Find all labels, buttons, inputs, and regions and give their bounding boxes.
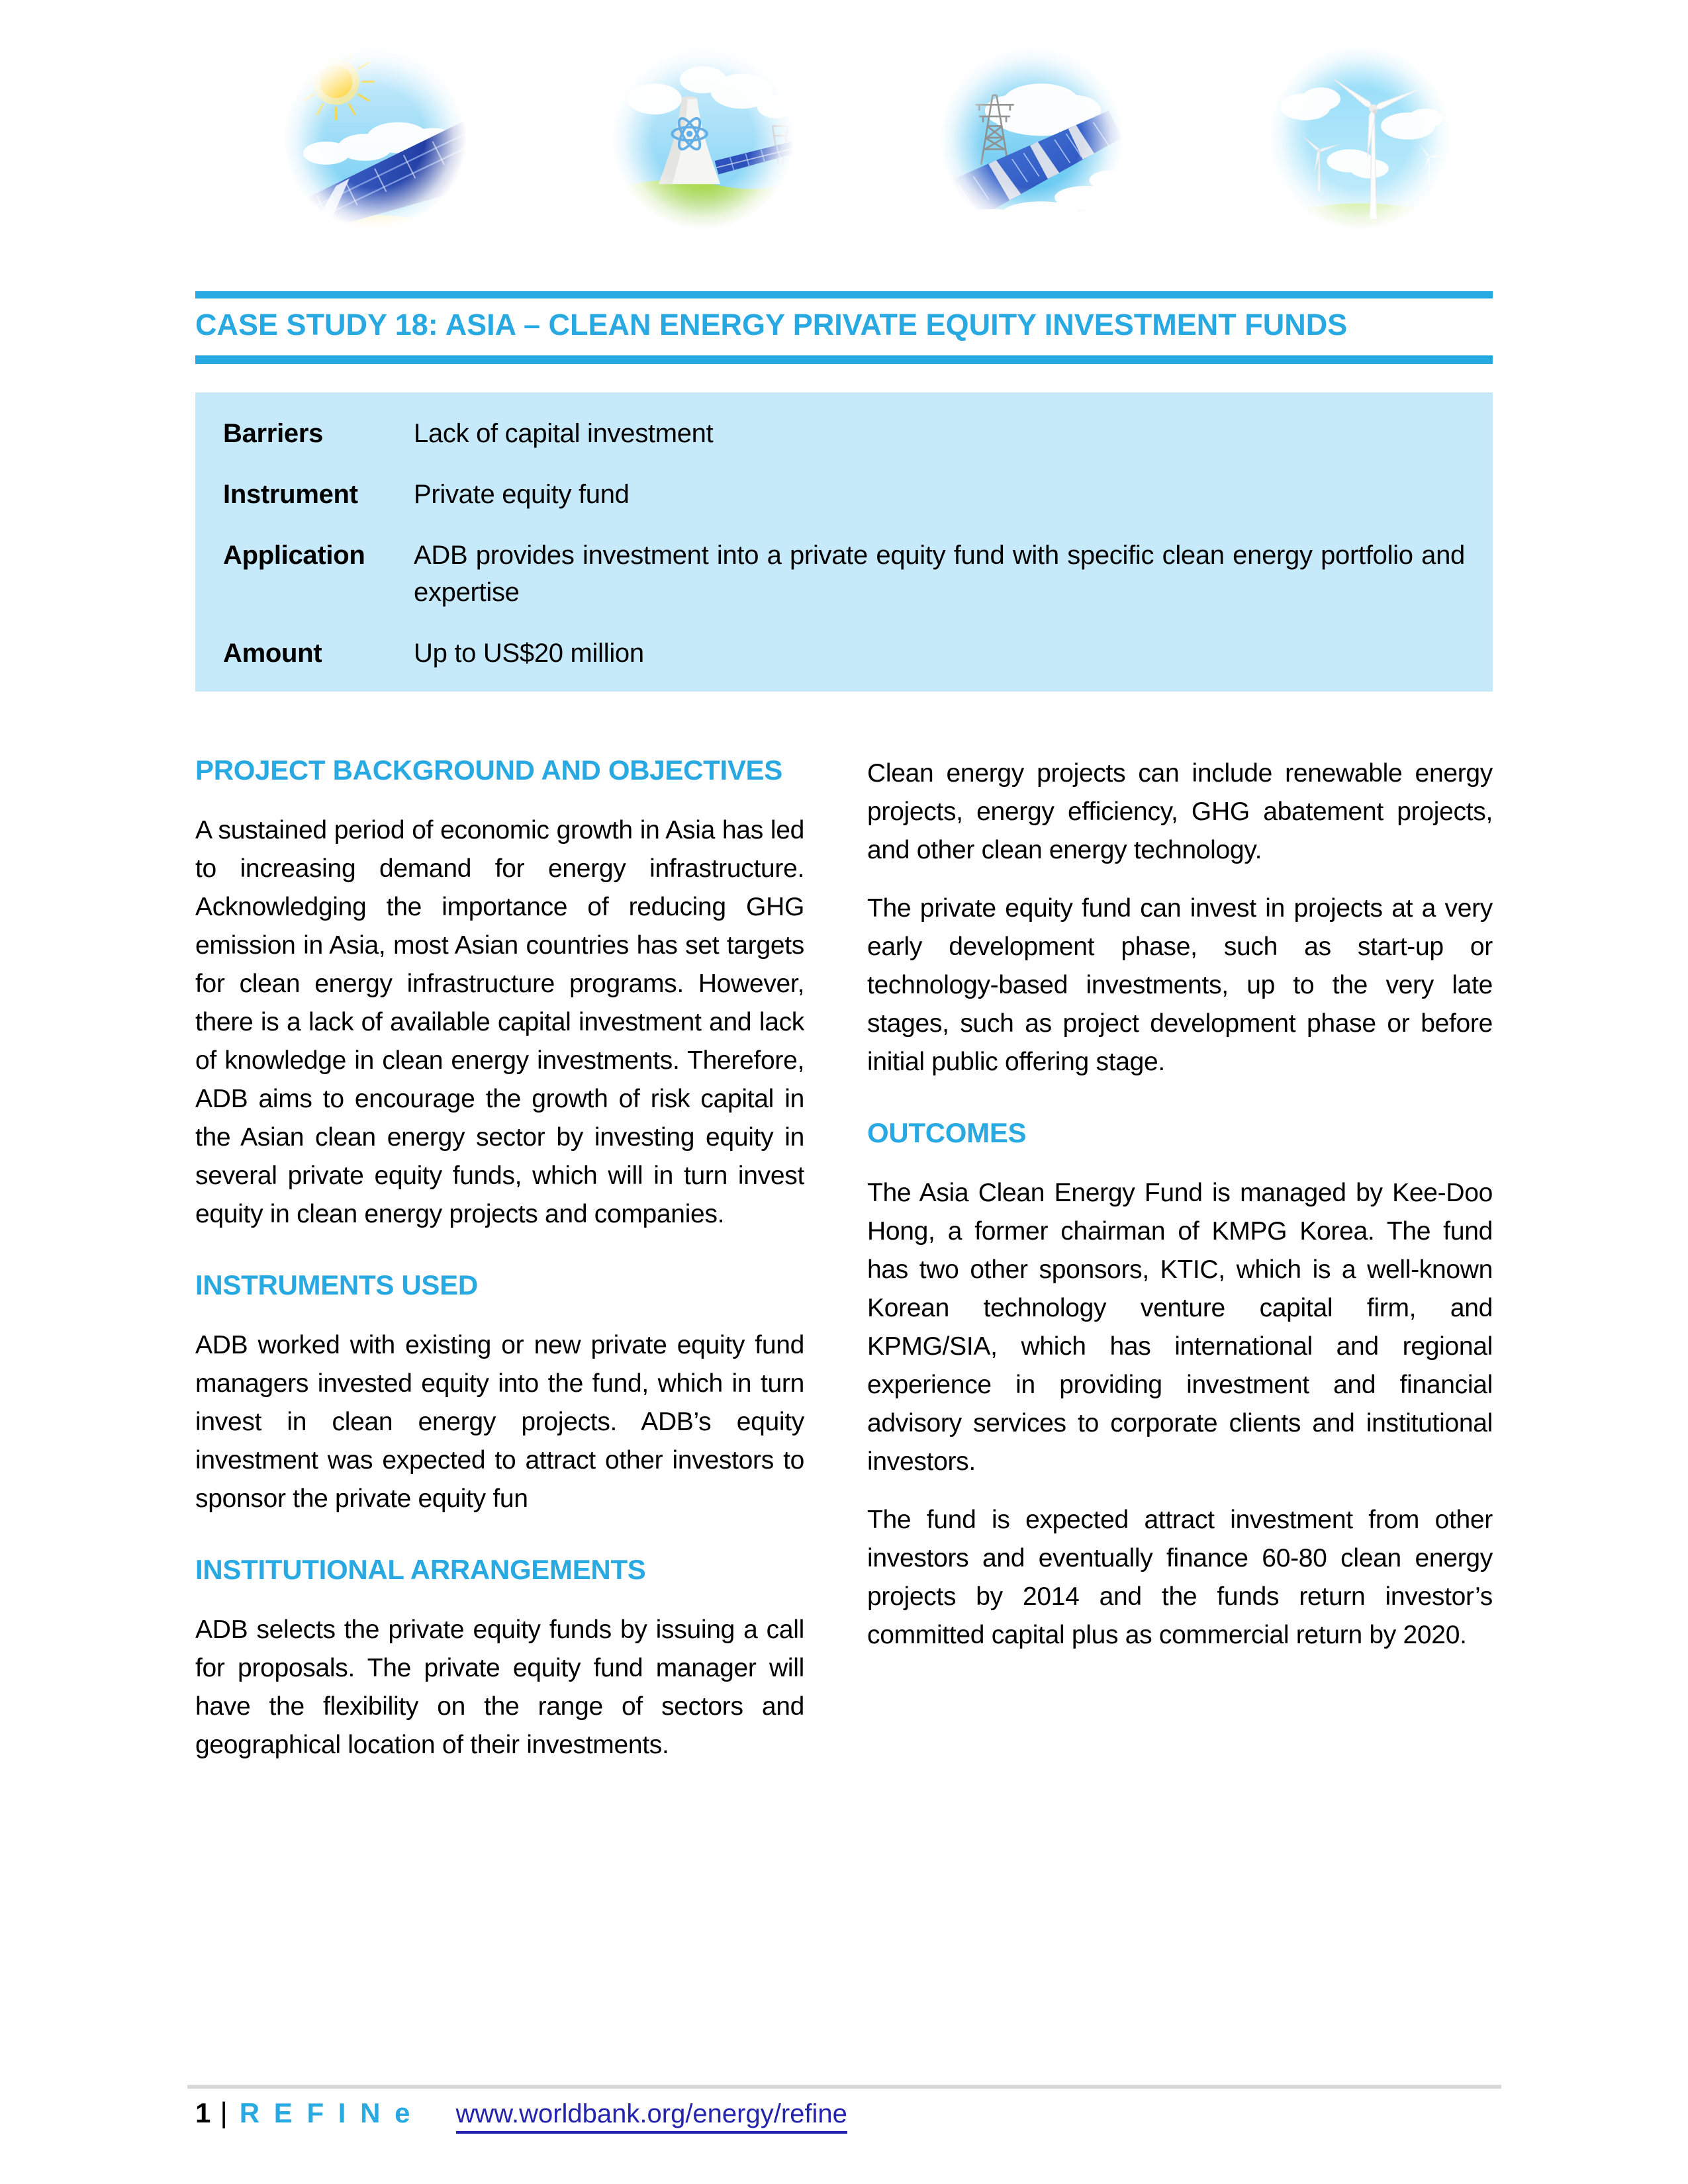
section-heading-instruments-used: INSTRUMENTS USED bbox=[195, 1269, 478, 1300]
table-row bbox=[223, 635, 1465, 672]
paragraph: ADB selects the private equity funds by issuing a call for proposals. The private equity fund manager will have the flexibility on the range of sectors and geographical location of their investments. bbox=[195, 1615, 804, 1759]
footer-divider-rule bbox=[187, 2085, 1501, 2089]
header-images bbox=[278, 41, 1456, 234]
row-label: Application bbox=[223, 541, 365, 570]
hydro-dam-icon bbox=[935, 41, 1128, 234]
footer-separator: | bbox=[220, 2097, 228, 2129]
row-value: Lack of capital investment bbox=[414, 419, 714, 448]
body-columns bbox=[195, 754, 1493, 1784]
row-value: ADB provides investment into a private equity fund with specific clean energy portfolio and expertise bbox=[414, 541, 1465, 607]
summary-table bbox=[195, 392, 1493, 692]
nuclear-plant-icon bbox=[606, 41, 800, 234]
table-row bbox=[223, 537, 1465, 611]
row-value: Private equity fund bbox=[414, 480, 630, 509]
vignette-fade bbox=[606, 41, 800, 234]
vignette-fade bbox=[1263, 41, 1456, 234]
row-value: Up to US$20 million bbox=[414, 639, 644, 668]
page-number: 1 bbox=[195, 2097, 211, 2128]
footer bbox=[195, 2097, 847, 2134]
paragraph: A sustained period of economic growth in Asia has led to increasing demand for energy infrastructure. Acknowledging the importance of reducing GHG emission in Asia, most Asian countries has set targets for clean energy infrastructure programs. However, there is a lack of available capital investment and lack of knowledge in clean energy investments. Therefore, ADB aims to encourage the growth of risk capital in the Asian clean energy sector by investing equity in several private equity funds, which will in turn invest equity in clean energy projects and companies. bbox=[195, 816, 804, 1228]
row-label: Barriers bbox=[223, 419, 324, 448]
page-title: CASE STUDY 18: ASIA – CLEAN ENERGY PRIVATE EQUITY INVESTMENT FUNDS bbox=[195, 308, 1348, 341]
row-label: Amount bbox=[223, 639, 322, 668]
section-heading-project-background: PROJECT BACKGROUND AND OBJECTIVES bbox=[195, 754, 782, 786]
refine-brand: R E F I N e bbox=[239, 2097, 414, 2128]
paragraph: The Asia Clean Energy Fund is managed by Kee-Doo Hong, a former chairman of KMPG Korea. The fund has two other sponsors, KTIC, which is a well-known Korean technology venture capital firm, and KPMG/SIA, which has international and regional experience in providing investment and financial advisory services to corporate clients and institutional investors. bbox=[867, 1179, 1493, 1476]
paragraph: The private equity fund can invest in projects at a very early development phase, such as start-up or technology-based investments, up to the very late stages, such as project development phase or before initial public offering stage. bbox=[867, 894, 1493, 1076]
refine-url-link[interactable]: www.worldbank.org/energy/refine bbox=[456, 2099, 847, 2134]
vignette-fade bbox=[278, 41, 471, 234]
solar-panels-icon bbox=[278, 41, 471, 234]
paragraph: ADB worked with existing or new private equity fund managers invested equity into the fund, which in turn invest in clean energy projects. ADB’s equity investment was expected to attract other investors to sponsor the private equity fun bbox=[195, 1331, 804, 1513]
right-column bbox=[867, 754, 1493, 1784]
wind-turbines-icon bbox=[1263, 41, 1456, 234]
table-row bbox=[223, 415, 1465, 452]
paragraph: The fund is expected attract investment from other investors and eventually finance 60-80 clean energy projects by 2014 and the funds return investor’s committed capital plus as commercial return by 2020. bbox=[867, 1506, 1493, 1649]
section-heading-institutional-arrangements: INSTITUTIONAL ARRANGEMENTS bbox=[195, 1554, 646, 1585]
left-column bbox=[195, 754, 804, 1784]
row-label: Instrument bbox=[223, 480, 358, 509]
section-heading-outcomes: OUTCOMES bbox=[867, 1117, 1027, 1148]
paragraph: Clean energy projects can include renewable energy projects, energy efficiency, GHG abatement projects, and other clean energy technology. bbox=[867, 759, 1493, 864]
table-row bbox=[223, 476, 1465, 513]
title-band bbox=[195, 291, 1493, 364]
vignette-fade bbox=[935, 41, 1128, 234]
